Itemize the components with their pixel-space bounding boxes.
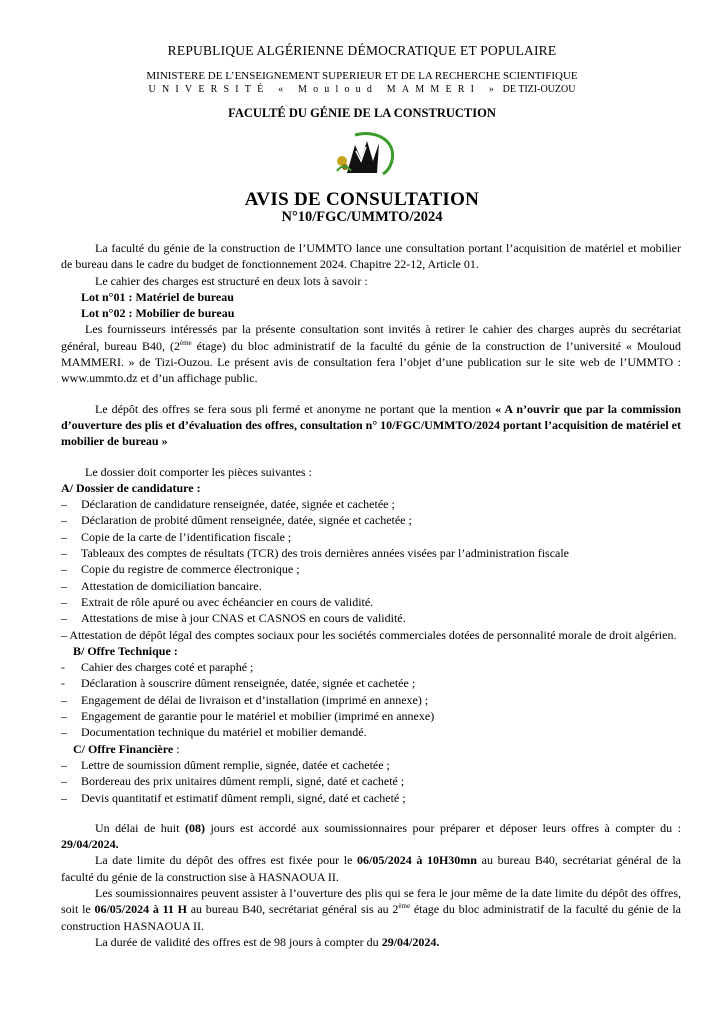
list-item: – Copie de la carte de l’identification fiscale ; xyxy=(61,529,292,544)
list-item: – Déclaration de candidature renseignée, datée, signée et cachetée ; xyxy=(61,497,395,512)
list-item: - Cahier des charges coté et paraphé ; xyxy=(61,660,254,675)
validity-paragraph: La durée de validité des offres est de 98 jours à compter du 29/04/2024. xyxy=(95,934,440,949)
depot-lead: Le dépôt des offres se fera sous pli fermé et anonyme ne portant que la mention xyxy=(95,401,496,416)
suppliers-paragraph xyxy=(61,321,681,386)
depot-mention: « A n’ouvrir que par la commission d’ouverture des plis et d’évaluation des offres, consultation n° 10/FGC/UMMTO/2024 portant l’acquisition de matériel et mobilier de bureau » xyxy=(61,401,682,449)
document-title: AVIS DE CONSULTATION xyxy=(244,189,480,210)
list-item: – Lettre de soumission dûment remplie, signée, datée et cachetée ; xyxy=(61,757,390,772)
university-city: DE TIZI-OUZOU xyxy=(500,84,576,95)
faculty-logo-icon xyxy=(333,131,395,177)
list-item: – Attestation de domiciliation bancaire. xyxy=(61,578,262,593)
list-item: – Documentation technique du matériel et mobilier demandé. xyxy=(61,725,367,740)
list-item-last: – Attestation de dépôt légal des comptes sociaux pour les sociétés commerciales dotées de personnalité morale de droit algérien. xyxy=(61,627,677,642)
list-item: – Devis quantitatif et estimatif dûment rempli, signé, daté et cacheté ; xyxy=(61,790,406,805)
university-name: UNIVERSITÉ « Mouloud MAMMERI » xyxy=(148,84,501,95)
list-item: – Attestations de mise à jour CNAS et CASNOS en cours de validité. xyxy=(61,611,406,626)
dossier-intro: Le dossier doit comporter les pièces suivantes : xyxy=(85,464,312,479)
suppliers-text-1: Les fournisseurs intéressés par la présente consultation sont invités à retirer le cahier des charges auprès du secrétariat général, bureau B40, (2 xyxy=(61,322,681,353)
lot-2: Lot n°02 : Mobilier de bureau xyxy=(81,306,235,321)
republic-heading: REPUBLIQUE ALGÉRIENNE DÉMOCRATIQUE ET POPULAIRE xyxy=(167,43,557,58)
list-item: – Bordereau des prix unitaires dûment rempli, signé, daté et cacheté ; xyxy=(61,774,405,789)
faculty-heading: FACULTÉ DU GÉNIE DE LA CONSTRUCTION xyxy=(228,106,496,120)
document-body xyxy=(61,240,681,950)
list-item: – Tableaux des comptes de résultats (TCR) des trois dernières années visées par l’administration fiscale xyxy=(61,546,570,561)
lot-1: Lot n°01 : Matériel de bureau xyxy=(81,289,234,304)
document-number: N°10/FGC/UMMTO/2024 xyxy=(281,209,443,225)
section-b-title: B/ Offre Technique : xyxy=(73,643,178,658)
lots-intro: Le cahier des charges est structuré en deux lots à savoir : xyxy=(95,273,368,288)
suppliers-sup: ème xyxy=(179,338,192,347)
list-item: – Copie du registre de commerce électronique ; xyxy=(61,562,300,577)
list-item: – Extrait de rôle apuré ou avec échéancier en cours de validité. xyxy=(61,594,374,609)
delay-paragraph: Un délai de huit (08) jours est accordé aux soumissionnaires pour préparer et déposer leurs offres à compter du : 29/04/2024. xyxy=(61,820,682,852)
suppliers-text-2: étage) du bloc administratif de la faculté du génie de la construction de l’université « Mouloud MAMMERI. » de Tizi-Ouzou. Le présent avis de consultation fera l’objet d’une publication sur le site web de l’UMMTO : www.ummto.dz et d’un affichage public. xyxy=(61,338,681,386)
section-c-title: C/ Offre Financière : xyxy=(73,741,180,756)
deadline-paragraph: La date limite du dépôt des offres est fixée pour le 06/05/2024 à 10H30mn au bureau B40, secrétariat général de la faculté du génie de la construction sise à HASNAOUA II. xyxy=(61,853,682,884)
section-a-title: A/ Dossier de candidature : xyxy=(61,480,201,495)
university-heading xyxy=(0,84,724,95)
list-item: – Engagement de délai de livraison et d’installation (imprimé en annexe) ; xyxy=(61,692,429,707)
intro-paragraph: La faculté du génie de la construction de l’UMMTO lance une consultation portant l’acquisition de matériel et mobilier de bureau dans le cadre du budget de fonctionnement 2024. Chapitre 22-12, Article 01. xyxy=(61,241,681,272)
list-item: – Déclaration de probité dûment renseignée, datée, signée et cachetée ; xyxy=(61,513,412,528)
ministry-heading: MINISTERE DE L’ENSEIGNEMENT SUPERIEUR ET DE LA RECHERCHE SCIENTIFIQUE xyxy=(146,70,578,82)
list-item: – Engagement de garantie pour le matériel et mobilier (imprimé en annexe) xyxy=(61,709,435,724)
depot-paragraph xyxy=(61,401,681,450)
list-item: - Déclaration à souscrire dûment renseignée, datée, signée et cachetée ; xyxy=(61,676,416,691)
opening-paragraph: Les soumissionnaires peuvent assister à l’ouverture des plis qui se fera le jour même de la date limite du dépôt des offres, soit le 06/05/2024 à 11 H au bureau B40, secrétariat général sis au 2ème étage du bloc administratif de la faculté du génie de la construction HASNAOUA II. xyxy=(61,885,681,933)
